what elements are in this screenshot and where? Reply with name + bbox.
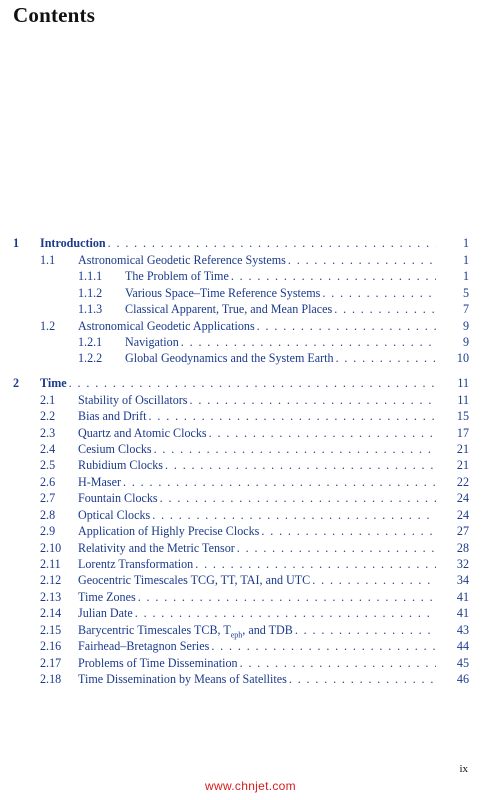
toc-chapter-row[interactable]: [0, 375, 469, 391]
toc-section-row[interactable]: [0, 252, 469, 268]
toc-entry-page-number: 24: [456, 491, 469, 505]
toc-entry-page-number: 11: [457, 376, 469, 390]
toc-entry-title: [78, 589, 136, 605]
toc-entry-number: 2.4: [40, 442, 56, 456]
toc-entry-title-text: Relativity and the Metric Tensor: [78, 541, 235, 555]
toc-entry: [125, 285, 436, 301]
toc-entry-title-text: Cesium Clocks: [78, 442, 152, 456]
toc-entry-title-text: Stability of Oscillators: [78, 393, 188, 407]
toc-entry-number: 2.15: [40, 623, 62, 637]
dot-leader: [123, 474, 436, 490]
toc-entry: [78, 318, 436, 334]
dot-leader: [69, 375, 436, 391]
toc-entry-page-number: 9: [462, 319, 469, 333]
dot-leader: [108, 235, 436, 251]
toc-entry-title: [78, 572, 310, 588]
toc-entry-title-text: Quartz and Atomic Clocks: [78, 426, 207, 440]
toc-entry-title: [40, 375, 67, 391]
dot-leader: [322, 285, 436, 301]
toc-entry-page-number: 21: [456, 442, 469, 456]
toc-entry: [78, 474, 436, 490]
toc-entry: [125, 350, 436, 366]
toc-entry: [78, 441, 436, 457]
toc-entry: [125, 334, 436, 350]
dot-leader: [149, 408, 436, 424]
toc-entry-title-text: Navigation: [125, 335, 179, 349]
toc-section-row[interactable]: [0, 425, 469, 441]
toc-entry-page-number: 15: [456, 409, 469, 423]
toc-entry-number: 1.2.2: [78, 351, 103, 365]
dot-leader: [289, 671, 436, 687]
toc-entry-title: [78, 425, 207, 441]
toc-entry: [78, 392, 436, 408]
toc-entry-number: 2.14: [40, 606, 62, 620]
toc-section-row[interactable]: [0, 523, 469, 539]
toc-subsection-row[interactable]: [0, 350, 469, 366]
toc-entry: [78, 556, 436, 572]
dot-leader: [336, 350, 436, 366]
toc-entry-page-number: 44: [456, 639, 469, 653]
dot-leader: [231, 268, 436, 284]
dot-leader: [295, 622, 436, 638]
toc-entry-number: 2.13: [40, 590, 62, 604]
toc-entry-page-number: 24: [456, 508, 469, 522]
toc-entry-page-number: 27: [456, 524, 469, 538]
toc-entry-title: [78, 490, 158, 506]
toc-entry-page-number: 28: [456, 541, 469, 555]
toc-entry: [78, 490, 436, 506]
dot-leader: [211, 638, 436, 654]
toc-section-row[interactable]: [0, 474, 469, 490]
toc-entry-title-text: Optical Clocks: [78, 508, 151, 522]
toc-section-row[interactable]: [0, 318, 469, 334]
toc-entry-title-text: Classical Apparent, True, and Mean Places: [125, 302, 333, 316]
toc-entry-number: 2.3: [40, 426, 56, 440]
toc-section-row[interactable]: [0, 441, 469, 457]
toc-entry: [125, 268, 436, 284]
dot-leader: [138, 589, 436, 605]
toc-entry-number: 2.8: [40, 508, 56, 522]
dot-leader: [152, 507, 436, 523]
dot-leader: [312, 572, 436, 588]
toc-entry-page-number: 41: [456, 590, 469, 604]
toc-entry-page-number: 22: [456, 475, 469, 489]
toc-entry-number: 1.2.1: [78, 335, 103, 349]
dot-leader: [288, 252, 436, 268]
toc-subsection-row[interactable]: [0, 301, 469, 317]
toc-entry-page-number: 46: [456, 672, 469, 686]
toc-section-row[interactable]: [0, 556, 469, 572]
toc-entry-title: [78, 540, 235, 556]
toc-entry-number: 2.18: [40, 672, 62, 686]
toc-section-row[interactable]: [0, 408, 469, 424]
dot-leader: [237, 540, 436, 556]
toc-entry-number: 2.16: [40, 639, 62, 653]
toc-entry-title-text: Time: [40, 376, 67, 390]
toc-entry-number: 1.1.2: [78, 286, 103, 300]
toc-entry-title-text: Global Geodynamics and the System Earth: [125, 351, 334, 365]
toc-entry: [78, 523, 436, 539]
toc-section-row[interactable]: [0, 490, 469, 506]
toc-entry-page-number: 43: [456, 623, 469, 637]
toc-section-row[interactable]: [0, 671, 469, 687]
toc-entry-title-tail: , and TDB: [242, 623, 293, 637]
toc-entry: [78, 540, 436, 556]
toc-section-row[interactable]: [0, 457, 469, 473]
toc-entry-page-number: 11: [457, 393, 469, 407]
toc-entry-page-number: 34: [456, 573, 469, 587]
toc-entry-page-number: 1: [462, 236, 469, 250]
toc-section-row[interactable]: [0, 605, 469, 621]
toc-entry-title-text: Barycentric Timescales TCB, T: [78, 623, 231, 637]
toc-entry-number: 2.6: [40, 475, 56, 489]
toc-subsection-row[interactable]: [0, 268, 469, 284]
toc-entry-number: 2.11: [40, 557, 61, 571]
toc-entry: [78, 408, 436, 424]
toc-entry-title: [78, 457, 163, 473]
toc-entry-title: [78, 671, 287, 687]
toc-entry-page-number: 1: [462, 253, 469, 267]
toc-entry-title: [78, 507, 150, 523]
toc-entry: [125, 301, 436, 317]
dot-leader: [209, 425, 436, 441]
toc-section-row[interactable]: [0, 572, 469, 588]
toc-entry-page-number: 41: [456, 606, 469, 620]
dot-leader: [135, 605, 436, 621]
toc-section-row[interactable]: [0, 507, 469, 523]
toc-entry-page-number: 45: [456, 656, 469, 670]
dot-leader: [160, 490, 436, 506]
toc-entry: [78, 638, 436, 654]
toc-entry: [78, 252, 436, 268]
toc-entry-title: [78, 392, 188, 408]
toc-entry-number: 2: [13, 376, 20, 390]
toc-entry-title-text: Fairhead–Bretagnon Series: [78, 639, 210, 653]
dot-leader: [154, 441, 436, 457]
toc-entry-title-text: Astronomical Geodetic Reference Systems: [78, 253, 286, 267]
toc-entry-title: [125, 334, 179, 350]
toc-entry-title-text: Fountain Clocks: [78, 491, 158, 505]
dot-leader: [261, 523, 436, 539]
toc-entry-title-text: Julian Date: [78, 606, 133, 620]
page-title: Contents: [13, 3, 96, 27]
toc-entry-number: 1.2: [40, 319, 56, 333]
toc-entry-title-text: Introduction: [40, 236, 106, 250]
toc-entry-number: 2.12: [40, 573, 62, 587]
toc-entry-number: 1: [13, 236, 20, 250]
toc-entry-number: 1.1.1: [78, 269, 103, 283]
dot-leader: [195, 556, 436, 572]
toc-entry-title: [40, 235, 106, 251]
toc-entry-page-number: 21: [456, 458, 469, 472]
toc-entry-number: 2.1: [40, 393, 56, 407]
toc-entry-title: [78, 638, 209, 654]
toc-section-row[interactable]: [0, 392, 469, 408]
toc-entry-title-subscript: eph: [230, 630, 243, 640]
toc-entry-title-text: The Problem of Time: [125, 269, 229, 283]
toc-entry-title: [78, 655, 238, 671]
toc-entry-page-number: 17: [456, 426, 469, 440]
toc-entry-title: [125, 301, 332, 317]
toc-entry: [78, 671, 436, 687]
dot-leader: [257, 318, 436, 334]
toc-section-row[interactable]: [0, 655, 469, 671]
toc-entry: [78, 589, 436, 605]
toc-section-row[interactable]: [0, 540, 469, 556]
toc-entry-title: [125, 350, 334, 366]
toc-entry-title-text: Rubidium Clocks: [78, 458, 163, 472]
toc-entry-number: 2.10: [40, 541, 62, 555]
toc-section-row[interactable]: [0, 589, 469, 605]
toc-entry-number: 2.9: [40, 524, 56, 538]
toc-entry-title-text: Time Zones: [78, 590, 136, 604]
toc-entry-title: [125, 285, 320, 301]
toc-entry: [78, 655, 436, 671]
dot-leader: [240, 655, 436, 671]
toc-entry-title-text: Astronomical Geodetic Applications: [78, 319, 255, 333]
toc-subsection-row[interactable]: [0, 334, 469, 350]
toc-entry-page-number: 1: [462, 269, 469, 283]
toc-entry-page-number: 32: [456, 557, 469, 571]
dot-leader: [181, 334, 436, 350]
toc-entry-title-text: Time Dissemination by Means of Satellites: [78, 672, 287, 686]
toc-entry-title: [78, 441, 152, 457]
toc-entry: [78, 605, 436, 621]
toc-entry: [78, 572, 436, 588]
dot-leader: [165, 457, 436, 473]
toc-entry-number: 2.7: [40, 491, 56, 505]
toc-entry: [40, 375, 436, 391]
toc-entry-title-text: Lorentz Transformation: [78, 557, 194, 571]
toc-entry-title-text: Various Space–Time Reference Systems: [125, 286, 321, 300]
toc-entry-page-number: 10: [456, 351, 469, 365]
toc-entry-title-text: Problems of Time Dissemination: [78, 656, 238, 670]
toc-chapter-row[interactable]: [0, 235, 469, 251]
toc-entry-number: 2.2: [40, 409, 56, 423]
toc-section-row[interactable]: [0, 622, 469, 638]
toc-entry-number: 1.1.3: [78, 302, 103, 316]
watermark: www.chnjet.com: [205, 779, 296, 793]
toc-entry: [78, 457, 436, 473]
toc-entry-title: [78, 556, 193, 572]
toc-entry-title: [78, 408, 147, 424]
toc-entry-number: 2.17: [40, 656, 62, 670]
toc-entry-page-number: 7: [462, 302, 469, 316]
toc-entry-title-text: H-Maser: [78, 475, 121, 489]
toc-entry-title: [78, 318, 255, 334]
toc-entry-title: [78, 523, 259, 539]
toc-section-row[interactable]: [0, 638, 469, 654]
toc-entry-title: [78, 605, 133, 621]
toc-entry-title-text: Bias and Drift: [78, 409, 147, 423]
toc-entry: [78, 507, 436, 523]
toc-entry-title: [125, 268, 229, 284]
page-folio: ix: [459, 763, 468, 775]
toc-entry-page-number: 9: [462, 335, 469, 349]
toc-entry-title-text: Geocentric Timescales TCG, TT, TAI, and UTC: [78, 573, 311, 587]
toc-entry-title-text: Application of Highly Precise Clocks: [78, 524, 260, 538]
toc-entry-page-number: 5: [462, 286, 469, 300]
dot-leader: [334, 301, 436, 317]
toc-entry-number: 1.1: [40, 253, 56, 267]
toc-entry-title: [78, 474, 121, 490]
toc-entry: [40, 235, 436, 251]
toc-subsection-row[interactable]: [0, 285, 469, 301]
dot-leader: [190, 392, 436, 408]
toc-entry: [78, 425, 436, 441]
toc-entry-title: [78, 252, 286, 268]
toc-entry-number: 2.5: [40, 458, 56, 472]
